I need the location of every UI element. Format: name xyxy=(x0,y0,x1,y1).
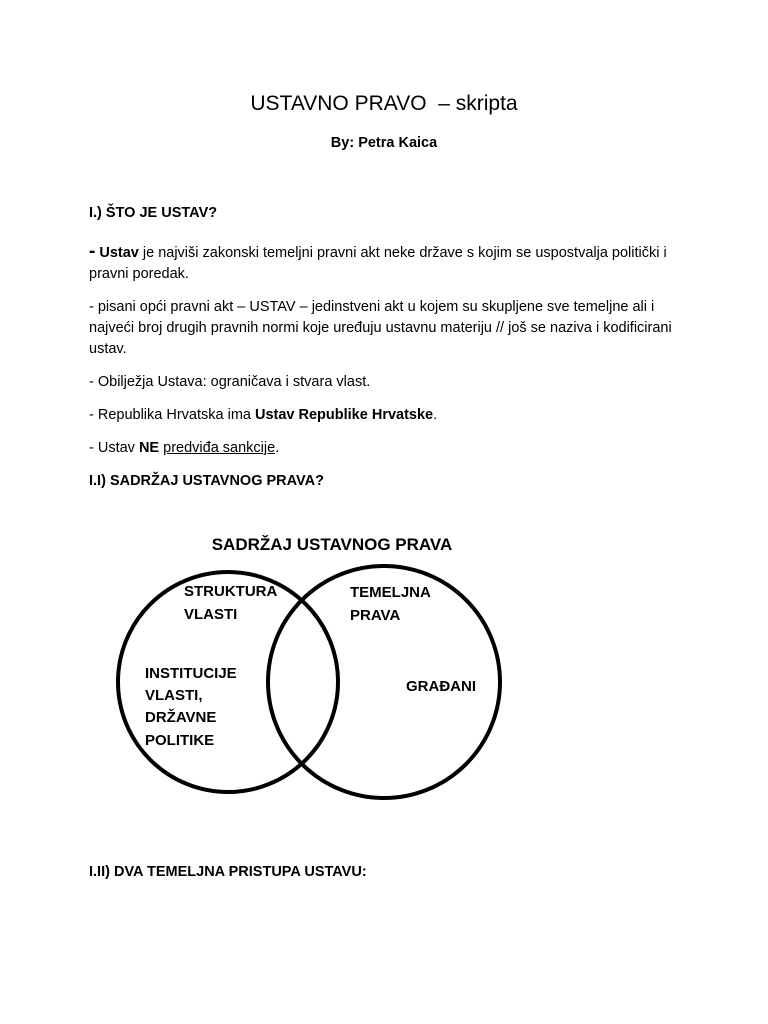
text-prefix: - Ustav xyxy=(89,440,139,456)
label-vlasti: VLASTI xyxy=(184,606,238,623)
paragraph-pisani-akt: - pisani opći pravni akt – USTAV – jedinstveni akt u kojem su skupljene sve temeljne ali i najveći broj drugih pravnih normi koje uređuju ustavnu materiju // još se naziva i kodificirani ustav. xyxy=(89,299,672,357)
label-temeljna: TEMELJNA xyxy=(350,584,431,601)
document-byline: By: Petra Kaica xyxy=(330,135,438,151)
paragraph-ustav-definition xyxy=(89,241,689,285)
label-institucije: INSTITUCIJE xyxy=(145,665,237,682)
text-suffix: . xyxy=(275,440,280,456)
document-title: USTAVNO PRAVO – skripta xyxy=(250,92,518,115)
text-bold-ustav-rh: Ustav Republike Hrvatske xyxy=(255,407,434,423)
venn-diagram xyxy=(100,525,520,805)
bullet-dash: - xyxy=(89,241,96,262)
paragraph-sankcije xyxy=(89,438,689,459)
venn-circle-left xyxy=(118,572,338,792)
paragraph-republika-hrvatska xyxy=(89,405,689,426)
section-heading-pristupi: I.II) DVA TEMELJNA PRISTUPA USTAVU: xyxy=(89,864,367,880)
diagram-title: SADRŽAJ USTAVNOG PRAVA xyxy=(211,535,453,554)
text-bold-ne: NE xyxy=(138,440,160,456)
label-politike: POLITIKE xyxy=(145,732,215,749)
label-gradani: GRAĐANI xyxy=(406,678,476,695)
text-suffix: . xyxy=(433,407,438,423)
text-underlined-sankcije: predviđa sankcije xyxy=(163,440,276,456)
paragraph-obiljezja: - Obilježja Ustava: ograničava i stvara vlast. xyxy=(89,374,371,390)
label-struktura: STRUKTURA xyxy=(184,583,278,600)
label-vlasti-comma: VLASTI, xyxy=(145,687,203,704)
term-ustav: Ustav xyxy=(99,245,139,261)
label-drzavne: DRŽAVNE xyxy=(145,709,217,726)
text-prefix: - Republika Hrvatska ima xyxy=(89,407,255,423)
definition-text: je najviši zakonski temeljni pravni akt neke države s kojim se uspostvalja politički i pravni poredak. xyxy=(89,245,667,282)
section-heading-sadrzaj: I.I) SADRŽAJ USTAVNOG PRAVA? xyxy=(89,473,324,489)
label-prava: PRAVA xyxy=(350,607,401,624)
section-heading-sto-je-ustav: I.) ŠTO JE USTAV? xyxy=(89,205,218,221)
